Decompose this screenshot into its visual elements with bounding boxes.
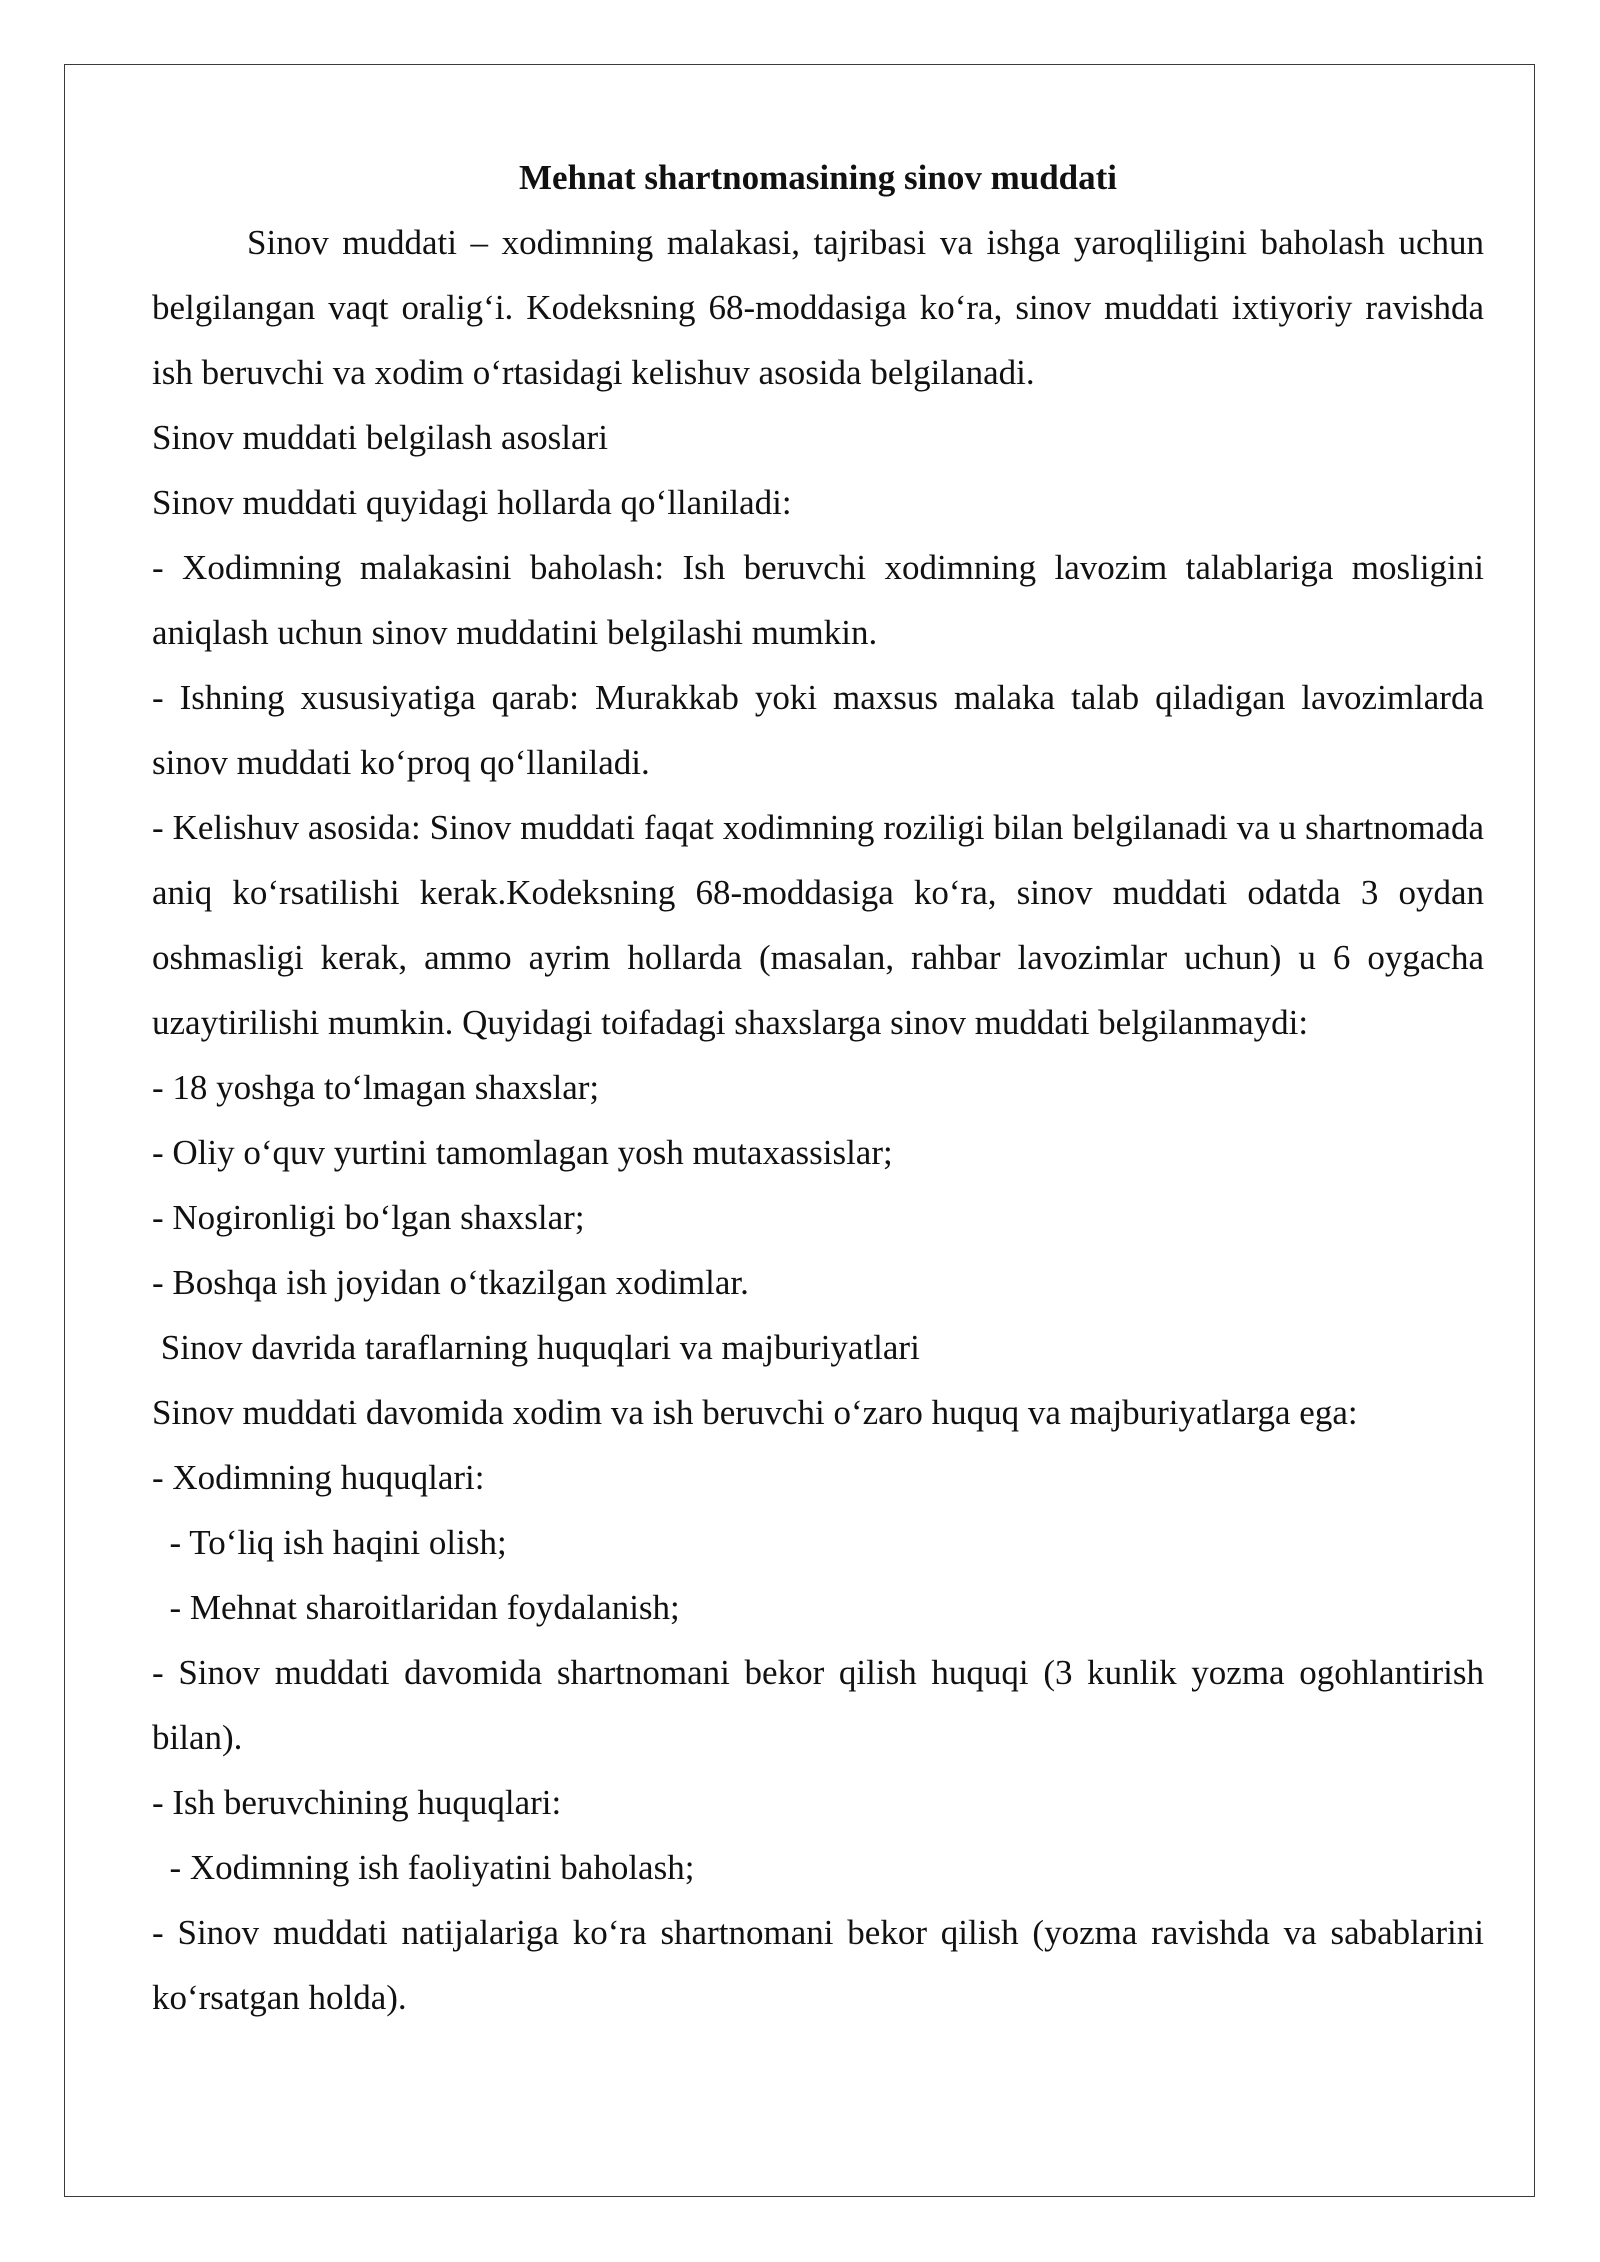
section-heading-basis: Sinov muddati belgilash asoslari [152, 418, 608, 457]
employer-rights-heading: - Ish beruvchining huquqlari: [152, 1783, 562, 1822]
section-lead-rights: Sinov muddati davomida xodim va ish beruvchi o‘zaro huquq va majburiyatlarga ega: [152, 1393, 1358, 1432]
list-item-agreement: - Kelishuv asosida: Sinov muddati faqat xodimning roziligi bilan belgilanadi va u shartnomada aniq ko‘rsatilishi kerak.Kodeksning 68-moddasiga ko‘ra, sinov muddati odatda 3 oydan oshmasligi kerak, ammo ayrim hollarda (masalan, rahbar lavozimlar uchun) u 6 oygacha uzaytirilishi mumkin. Quyidagi toifadagi shaxslarga sinov muddati belgilanmaydi: [152, 808, 1484, 1042]
intro-paragraph: Sinov muddati – xodimning malakasi, tajribasi va ishga yaroqliligini baholash uchun belgilangan vaqt oralig‘i. Kodeksning 68-moddasiga ko‘ra, sinov muddati ixtiyoriy ravishda ish beruvchi va xodim o‘rtasidagi kelishuv asosida belgilanadi. [152, 223, 1484, 392]
exemption-item: - 18 yoshga to‘lmagan shaxslar; [152, 1068, 600, 1107]
employee-right-item: - To‘liq ish haqini olish; [152, 1523, 507, 1562]
employee-right-item: - Mehnat sharoitlaridan foydalanish; [152, 1588, 680, 1627]
employee-rights-heading: - Xodimning huquqlari: [152, 1458, 485, 1497]
employee-right-terminate: - Sinov muddati davomida shartnomani bekor qilish huquqi (3 kunlik yozma ogohlantirish bilan). [152, 1653, 1484, 1757]
section-lead-usage: Sinov muddati quyidagi hollarda qo‘llaniladi: [152, 483, 792, 522]
exemption-item: - Boshqa ish joyidan o‘tkazilgan xodimlar. [152, 1263, 749, 1302]
exemption-item: - Oliy o‘quv yurtini tamomlagan yosh mutaxassislar; [152, 1133, 893, 1172]
list-item-work-nature: - Ishning xususiyatiga qarab: Murakkab yoki maxsus malaka talab qiladigan lavozimlarda sinov muddati ko‘proq qo‘llaniladi. [152, 678, 1484, 782]
document-title: Mehnat shartnomasining sinov muddati [518, 158, 1118, 197]
employer-right-terminate: - Sinov muddati natijalariga ko‘ra shartnomani bekor qilish (yozma ravishda va sabablarini ko‘rsatgan holda). [152, 1913, 1484, 2017]
document-body [152, 145, 1484, 2030]
list-item-qualification: - Xodimning malakasini baholash: Ish beruvchi xodimning lavozim talablariga mosligini aniqlash uchun sinov muddatini belgilashi mumkin. [152, 548, 1484, 652]
employer-right-evaluate: - Xodimning ish faoliyatini baholash; [152, 1848, 695, 1887]
exemption-item: - Nogironligi bo‘lgan shaxslar; [152, 1198, 585, 1237]
section-heading-rights: Sinov davrida taraflarning huquqlari va majburiyatlari [152, 1328, 920, 1367]
